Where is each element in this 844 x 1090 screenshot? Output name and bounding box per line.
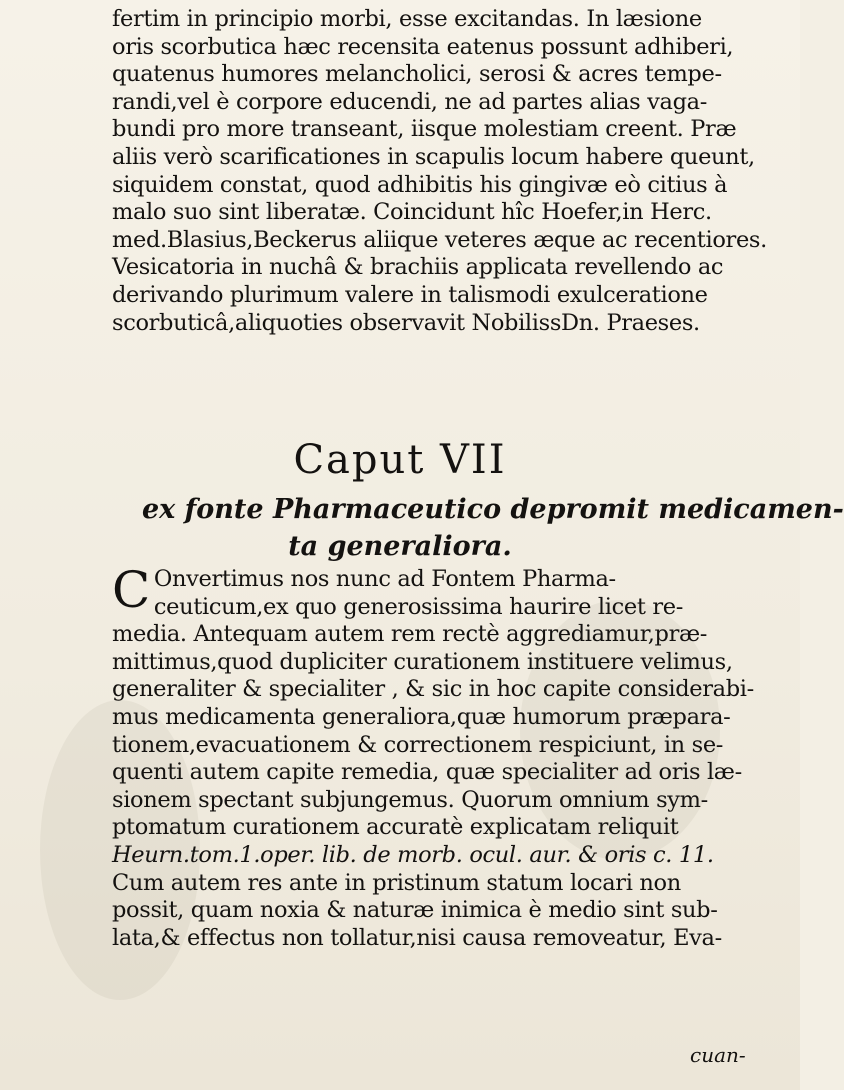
text-line: quatenus humores melancholici, serosi & acres tempe- xyxy=(112,61,722,88)
paragraph-1 xyxy=(112,6,767,337)
text-line: med.Blasius,Beckerus aliique veteres æque ac recentiores. xyxy=(112,226,767,253)
text-line: fertim in principio morbi, esse excitandas. In læsione xyxy=(112,6,702,32)
citation-line: Heurn.tom.1.oper. lib. de morb. ocul. aur. & oris c. 11. xyxy=(112,841,714,868)
text-line: aliis verò scarificationes in scapulis locum habere queunt, xyxy=(112,143,755,170)
text-line: possit, quam noxia & naturæ inimica è medio sint sub- xyxy=(112,897,718,924)
text-line: mus medicamenta generaliora,quæ humorum præpara- xyxy=(112,703,731,730)
drop-capital: C xyxy=(112,561,150,619)
text-line: ceuticum,ex quo generosissima haurire licet re- xyxy=(153,593,683,620)
text-line: tionem,evacuationem & correctionem respiciunt, in se- xyxy=(112,731,724,758)
chapter-subtitle-line-2: ta generaliora. xyxy=(288,531,512,562)
text-line: lata,& effectus non tollatur,nisi causa removeatur, Eva- xyxy=(112,924,722,951)
text-line: scorbuticâ,aliquoties observavit NobilissDn. Praeses. xyxy=(112,309,700,336)
paragraph-2 xyxy=(112,561,754,952)
text-line: siquidem constat, quod adhibitis his gingivæ eò citius à xyxy=(112,171,728,198)
text-line: generaliter & specialiter , & sic in hoc capite considerabi- xyxy=(112,676,754,703)
chapter-subtitle-line-1: ex fonte Pharmaceutico depromit medicamen- xyxy=(142,494,844,525)
text-line: Cum autem res ante in pristinum statum locari non xyxy=(112,869,681,896)
chapter-heading: Caput VII xyxy=(293,437,507,483)
text-line: bundi pro more transeant, iisque molestiam creent. Præ xyxy=(112,116,737,143)
text-line: ptomatum curationem accuratè explicatam reliquit xyxy=(112,814,679,841)
text-line: randi,vel è corpore educendi, ne ad partes alias vaga- xyxy=(112,88,707,115)
text-line: malo suo sint liberatæ. Coincidunt hîc Hoefer,in Herc. xyxy=(112,199,712,226)
text-line: media. Antequam autem rem rectè aggrediamur,præ- xyxy=(112,621,708,648)
catchword: cuan- xyxy=(690,1043,746,1067)
text-line: oris scorbutica hæc recensita eatenus possunt adhiberi, xyxy=(112,33,734,60)
text-line: sionem spectant subjungemus. Quorum omnium sym- xyxy=(112,786,708,813)
text-line: mittimus,quod dupliciter curationem instituere velimus, xyxy=(112,648,733,675)
text-line: Vesicatoria in nuchâ & brachiis applicata revellendo ac xyxy=(112,254,724,281)
text-line: C Onvertimus nos nunc ad Fontem Pharma- xyxy=(112,561,616,619)
text-line: derivando plurimum valere in talismodi exulceratione xyxy=(112,281,708,308)
text-line: quenti autem capite remedia, quæ specialiter ad oris læ- xyxy=(112,759,742,786)
